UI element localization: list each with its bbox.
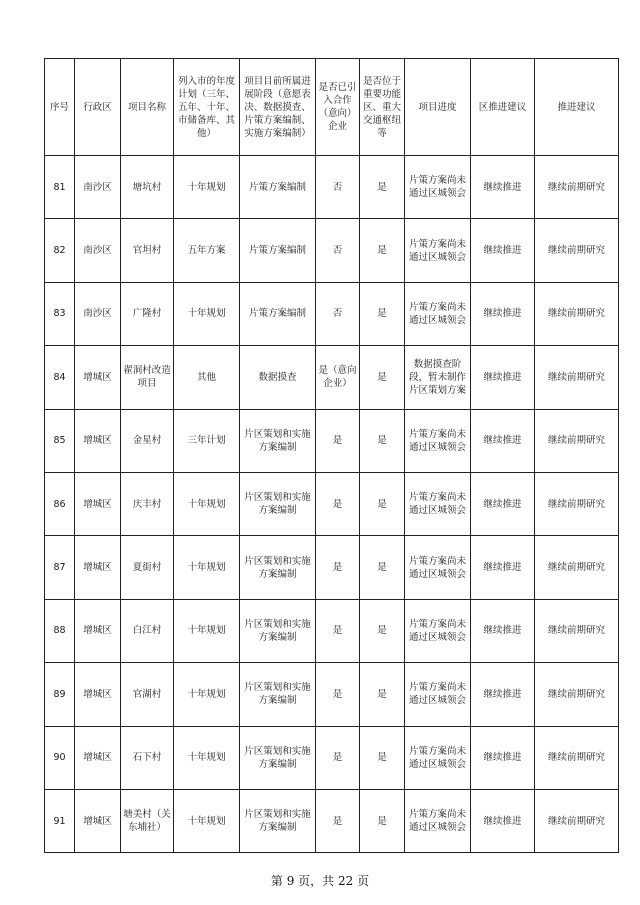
cell-district-advice: 继续推进 [471, 156, 535, 219]
table-row [45, 536, 619, 599]
cell-key-area: 是 [360, 599, 405, 662]
cell-index: 87 [45, 536, 75, 599]
cell-district: 增城区 [75, 726, 121, 789]
cell-key-area: 是 [360, 346, 405, 409]
cell-index: 88 [45, 599, 75, 662]
table-row [45, 156, 619, 219]
cell-progress: 片策方案尚未通过区城领会 [405, 409, 471, 472]
col-header-district: 行政区 [75, 59, 121, 156]
col-header-project-name: 项目名称 [121, 59, 174, 156]
cell-district-advice: 继续推进 [471, 663, 535, 726]
cell-key-area: 是 [360, 472, 405, 535]
cell-advice: 继续前期研究 [535, 409, 619, 472]
cell-district: 增城区 [75, 663, 121, 726]
cell-project-name: 塘美村（关东埔社） [121, 789, 174, 852]
cell-district: 增城区 [75, 346, 121, 409]
col-header-index: 序号 [45, 59, 75, 156]
cell-district-advice: 继续推进 [471, 346, 535, 409]
cell-annual-plan: 五年方案 [174, 219, 240, 282]
table-row [45, 282, 619, 345]
cell-district: 南沙区 [75, 156, 121, 219]
cell-stage: 数据摸查 [240, 346, 316, 409]
cell-district-advice: 继续推进 [471, 282, 535, 345]
cell-stage: 片策方案编制 [240, 282, 316, 345]
cell-partner: 是 [316, 726, 360, 789]
cell-partner: 是 [316, 536, 360, 599]
cell-progress: 片策方案尚未通过区城领会 [405, 599, 471, 662]
cell-index: 84 [45, 346, 75, 409]
cell-index: 82 [45, 219, 75, 282]
cell-partner: 是 [316, 663, 360, 726]
cell-project-name: 翟洞村改造项目 [121, 346, 174, 409]
cell-key-area: 是 [360, 726, 405, 789]
table-row [45, 346, 619, 409]
cell-project-name: 庆丰村 [121, 472, 174, 535]
cell-stage: 片区策划和实施方案编制 [240, 726, 316, 789]
cell-advice: 继续前期研究 [535, 789, 619, 852]
table-header-row [45, 59, 619, 156]
cell-key-area: 是 [360, 789, 405, 852]
cell-project-name: 石下村 [121, 726, 174, 789]
col-header-key-area: 是否位于重要功能区、重大交通枢纽等 [360, 59, 405, 156]
cell-partner: 是 [316, 409, 360, 472]
table-row [45, 599, 619, 662]
cell-partner: 是 [316, 599, 360, 662]
cell-district: 南沙区 [75, 282, 121, 345]
cell-district: 增城区 [75, 409, 121, 472]
cell-district-advice: 继续推进 [471, 409, 535, 472]
cell-key-area: 是 [360, 282, 405, 345]
cell-index: 89 [45, 663, 75, 726]
cell-district-advice: 继续推进 [471, 536, 535, 599]
cell-district-advice: 继续推进 [471, 219, 535, 282]
cell-district: 增城区 [75, 536, 121, 599]
cell-advice: 继续前期研究 [535, 219, 619, 282]
table-row [45, 409, 619, 472]
cell-progress: 片策方案尚未通过区城领会 [405, 472, 471, 535]
table-row [45, 472, 619, 535]
cell-advice: 继续前期研究 [535, 346, 619, 409]
cell-stage: 片区策划和实施方案编制 [240, 536, 316, 599]
cell-project-name: 官湖村 [121, 663, 174, 726]
cell-stage: 片策方案编制 [240, 156, 316, 219]
cell-advice: 继续前期研究 [535, 472, 619, 535]
cell-partner: 否 [316, 156, 360, 219]
cell-district: 增城区 [75, 789, 121, 852]
cell-partner: 是 [316, 472, 360, 535]
cell-advice: 继续前期研究 [535, 536, 619, 599]
cell-progress: 片策方案尚未通过区城领会 [405, 789, 471, 852]
cell-district: 增城区 [75, 599, 121, 662]
cell-key-area: 是 [360, 409, 405, 472]
cell-annual-plan: 十年规划 [174, 156, 240, 219]
cell-partner: 否 [316, 219, 360, 282]
table-row [45, 663, 619, 726]
cell-district-advice: 继续推进 [471, 599, 535, 662]
cell-partner: 是（意向企业） [316, 346, 360, 409]
cell-partner: 否 [316, 282, 360, 345]
cell-district-advice: 继续推进 [471, 789, 535, 852]
cell-advice: 继续前期研究 [535, 663, 619, 726]
cell-annual-plan: 十年规划 [174, 282, 240, 345]
col-header-progress: 项目进度 [405, 59, 471, 156]
page-footer: 第 9 页，共 22 页 [270, 874, 370, 888]
cell-index: 83 [45, 282, 75, 345]
cell-annual-plan: 十年规划 [174, 789, 240, 852]
cell-progress: 片策方案尚未通过区城领会 [405, 663, 471, 726]
col-header-stage: 项目目前所属进展阶段（意愿表决、数据摸查、片策方案编制、实施方案编制） [240, 59, 316, 156]
cell-progress: 数据摸查阶段，暂未制作片区策划方案 [405, 346, 471, 409]
cell-district: 南沙区 [75, 219, 121, 282]
cell-advice: 继续前期研究 [535, 599, 619, 662]
cell-key-area: 是 [360, 663, 405, 726]
cell-key-area: 是 [360, 536, 405, 599]
cell-index: 90 [45, 726, 75, 789]
cell-advice: 继续前期研究 [535, 726, 619, 789]
cell-annual-plan: 十年规划 [174, 536, 240, 599]
cell-progress: 片策方案尚未通过区城领会 [405, 219, 471, 282]
table-row [45, 789, 619, 852]
col-header-district-advice: 区推进建议 [471, 59, 535, 156]
cell-advice: 继续前期研究 [535, 282, 619, 345]
cell-index: 85 [45, 409, 75, 472]
cell-annual-plan: 十年规划 [174, 726, 240, 789]
cell-advice: 继续前期研究 [535, 156, 619, 219]
cell-project-name: 白江村 [121, 599, 174, 662]
col-header-annual-plan: 列入市的年度计划（三年、五年、十年、市储备库、其他） [174, 59, 240, 156]
cell-stage: 片策方案编制 [240, 219, 316, 282]
cell-progress: 片策方案尚未通过区城领会 [405, 282, 471, 345]
cell-progress: 片策方案尚未通过区城领会 [405, 536, 471, 599]
cell-progress: 片策方案尚未通过区城领会 [405, 726, 471, 789]
cell-stage: 片区策划和实施方案编制 [240, 663, 316, 726]
cell-project-name: 金星村 [121, 409, 174, 472]
cell-district-advice: 继续推进 [471, 726, 535, 789]
cell-stage: 片区策划和实施方案编制 [240, 789, 316, 852]
cell-key-area: 是 [360, 156, 405, 219]
table-row [45, 726, 619, 789]
cell-project-name: 广隆村 [121, 282, 174, 345]
cell-project-name: 官坦村 [121, 219, 174, 282]
cell-annual-plan: 十年规划 [174, 663, 240, 726]
cell-stage: 片区策划和实施方案编制 [240, 472, 316, 535]
col-header-advice: 推进建议 [535, 59, 619, 156]
cell-index: 81 [45, 156, 75, 219]
cell-partner: 是 [316, 789, 360, 852]
cell-index: 86 [45, 472, 75, 535]
cell-annual-plan: 其他 [174, 346, 240, 409]
cell-project-name: 塘坑村 [121, 156, 174, 219]
col-header-partner: 是否已引入合作（意向）企业 [316, 59, 360, 156]
cell-annual-plan: 三年计划 [174, 409, 240, 472]
cell-key-area: 是 [360, 219, 405, 282]
cell-stage: 片区策划和实施方案编制 [240, 599, 316, 662]
cell-annual-plan: 十年规划 [174, 599, 240, 662]
cell-project-name: 夏街村 [121, 536, 174, 599]
table-row [45, 219, 619, 282]
cell-district-advice: 继续推进 [471, 472, 535, 535]
cell-district: 增城区 [75, 472, 121, 535]
cell-annual-plan: 十年规划 [174, 472, 240, 535]
cell-index: 91 [45, 789, 75, 852]
cell-progress: 片策方案尚未通过区城领会 [405, 156, 471, 219]
cell-stage: 片区策划和实施方案编制 [240, 409, 316, 472]
project-table [44, 58, 619, 853]
